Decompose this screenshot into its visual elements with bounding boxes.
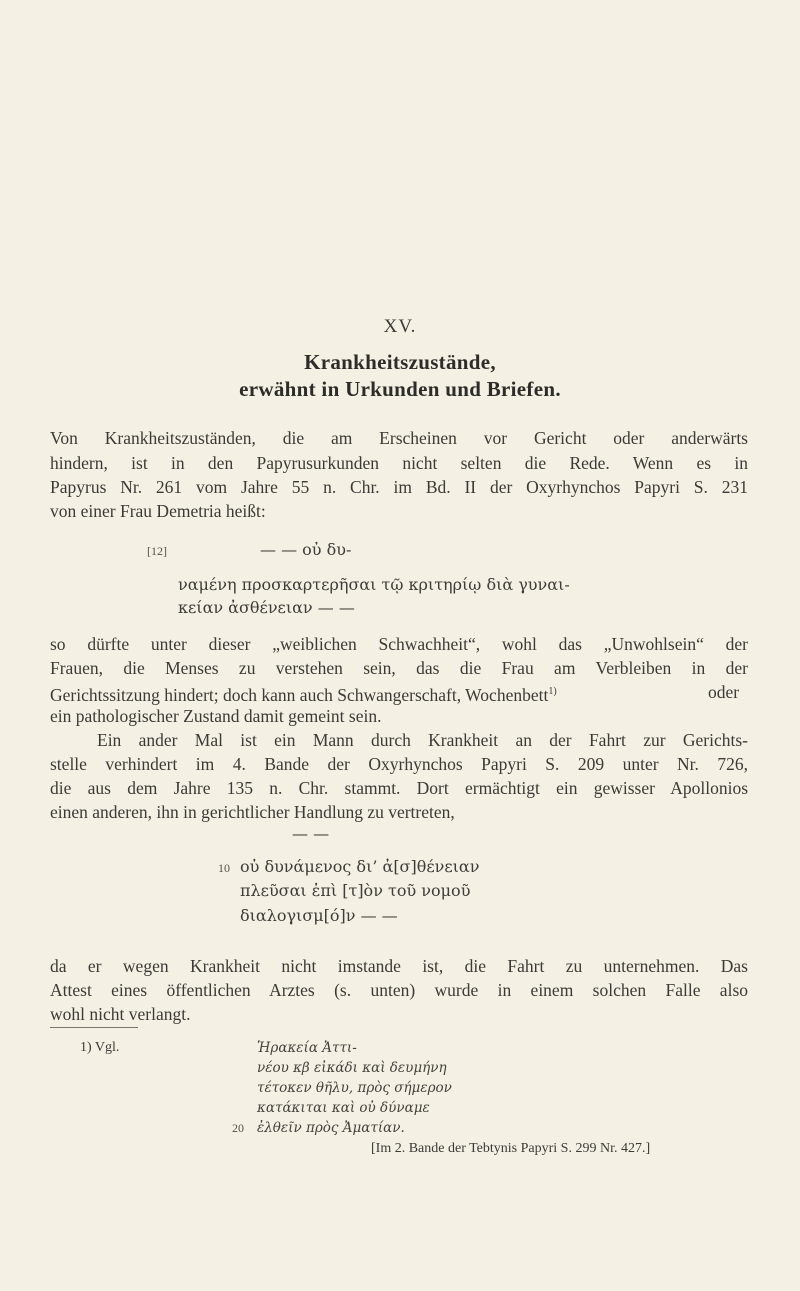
footnote-line-5-number: 20: [232, 1121, 244, 1135]
paragraph-1-line-2: hindern, ist in den Papyrusurkunden nicht selten die Rede. Wenn es in: [50, 453, 748, 473]
quote-1-line-1: — — οὐ δυ-: [260, 540, 352, 559]
quote-1-line-number: [12]: [147, 544, 167, 558]
chapter-number: XV.: [383, 316, 417, 337]
paragraph-4-line-2: Attest eines öffentlichen Arztes (s. unten) wurde in einem solchen Falle also: [50, 980, 748, 1000]
paragraph-2-line-3-text: Gerichtssitzung hindert; doch kann auch Schwangerschaft, Wochenbett: [50, 684, 549, 705]
paragraph-1-line-3: Papyrus Nr. 261 vom Jahre 55 n. Chr. im Bd. II der Oxyrhynchos Papyri S. 231: [50, 477, 748, 497]
footnote-line-5: ἐλθεῖν πρὸς Ἀματίαν.: [257, 1120, 405, 1136]
paragraph-4-line-1: da er wegen Krankheit nicht imstande ist, die Fahrt zu unternehmen. Das: [50, 956, 748, 976]
paragraph-3-line-3: die aus dem Jahre 135 n. Chr. stammt. Dort ermächtigt ein gewisser Apollonios: [50, 778, 748, 798]
footnote-reference-text: [Im 2. Bande der Tebtynis Papyri S. 299 Nr. 427.]: [371, 1141, 651, 1156]
paragraph-4-line-3: wohl nicht verlangt.: [50, 1004, 191, 1024]
quote-2-dash-line: — —: [292, 824, 330, 843]
paragraph-2-line-4: ein pathologischer Zustand damit gemeint sein.: [50, 706, 382, 726]
footnote-line-4: κατάκιται καὶ οὐ δύναμε: [257, 1100, 430, 1116]
quote-2-line-3: διαλογισμ[ό]ν — —: [240, 906, 398, 925]
paragraph-3-line-2: stelle verhindert im 4. Bande der Oxyrhynchos Papyri S. 209 unter Nr. 726,: [50, 754, 748, 774]
footnote-line-3: τέτοκεν θῆλυ, πρὸς σήμερον: [257, 1080, 452, 1096]
footnote-reference: 1): [548, 686, 557, 697]
paragraph-1-line-4: von einer Frau Demetria heißt:: [50, 501, 266, 521]
footnote-marker: 1) Vgl.: [80, 1040, 120, 1055]
paragraph-1-line-1: Von Krankheitszuständen, die am Erscheinen vor Gericht oder anderwärts: [50, 428, 748, 448]
paragraph-2-line-1: so dürfte unter dieser „weiblichen Schwachheit“, wohl das „Unwohlsein“ der: [50, 634, 748, 654]
paragraph-2-line-3-tail: oder: [708, 682, 740, 702]
quote-2-line-2: πλεῦσαι ἐπὶ [τ]ὸν τοῦ νομοῦ: [240, 881, 471, 900]
paragraph-3-line-1: Ein ander Mal ist ein Mann durch Krankheit an der Fahrt zur Gerichts-: [97, 730, 748, 750]
quote-2-line-number: 10: [218, 861, 230, 875]
chapter-title-line-2: erwähnt in Urkunden und Briefen.: [239, 377, 561, 401]
paragraph-2-line-2: Frauen, die Menses zu verstehen sein, das die Frau am Verbleiben in der: [50, 658, 748, 678]
paragraph-3-line-4: einen anderen, ihn in gerichtlicher Handlung zu vertreten,: [50, 802, 455, 822]
footnote-line-1: Ἡρακεία Ἀττι-: [257, 1040, 357, 1056]
quote-2-line-1: οὐ δυνάμενος δι’ ἀ[σ]θένειαν: [240, 857, 480, 876]
paragraph-2-line-3: [50, 680, 748, 707]
quote-1-line-3: κείαν ἀσθένειαν — —: [178, 598, 355, 617]
chapter-title-line-1: Krankheitszustände,: [304, 350, 496, 374]
footnote-rule: [50, 1027, 138, 1028]
footnote-line-2: νέου κβ εἰκάδι καὶ δευμήνη: [257, 1060, 447, 1076]
quote-1-line-2: ναμένη προσκαρτερῆσαι τῷ κριτηρίῳ διὰ γυναι-: [178, 575, 570, 594]
